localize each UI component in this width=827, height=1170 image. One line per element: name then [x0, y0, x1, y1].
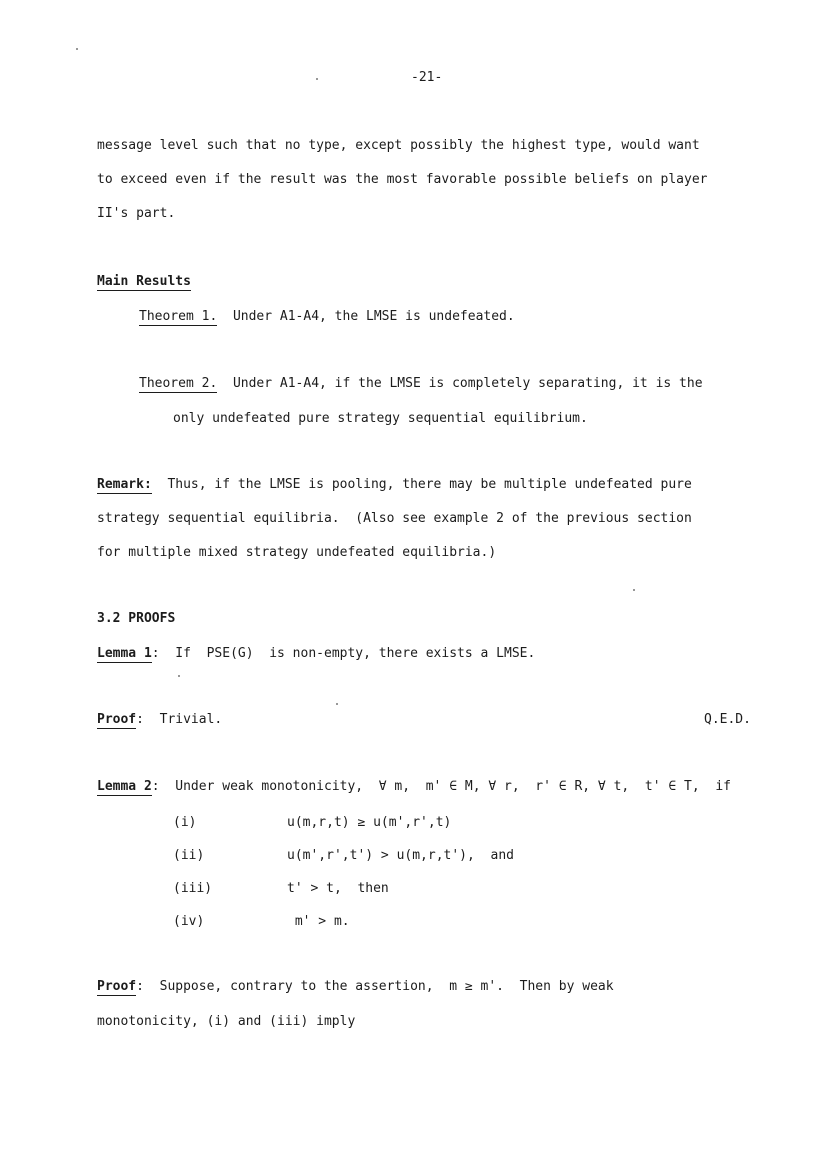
- proof-1-text: Trivial.: [159, 712, 223, 727]
- scan-speck: [178, 675, 180, 677]
- condition-ii-number: (ii): [173, 848, 205, 863]
- scan-speck: [336, 703, 338, 705]
- qed-mark: Q.E.D.: [704, 712, 751, 727]
- proof-1: [97, 712, 222, 728]
- proof-2-label: Proof: [97, 979, 137, 994]
- proof-1-label: Proof: [97, 712, 137, 727]
- proof-1-colon: :: [136, 712, 144, 727]
- theorem-2-label: Theorem 2.: [139, 376, 218, 391]
- condition-iii-expression: t' > t, then: [287, 881, 389, 896]
- intro-line-2: to exceed even if the result was the most favorable possible beliefs on player: [97, 172, 708, 187]
- lemma-2-colon: :: [151, 779, 160, 794]
- scan-speck: [316, 78, 318, 80]
- proof-2-continuation: monotonicity, (i) and (iii) imply: [97, 1014, 356, 1029]
- theorem-2-text: Under A1-A4, if the LMSE is completely separating, it is the: [232, 376, 703, 391]
- remark-line-2: strategy sequential equilibria. (Also see example 2 of the previous section: [97, 511, 692, 526]
- proof-2: [97, 979, 614, 995]
- lemma-2: [97, 779, 731, 795]
- scan-speck: [76, 48, 78, 50]
- condition-i-number: (i): [173, 815, 197, 830]
- intro-line-3: II's part.: [97, 206, 176, 221]
- page-number: -21-: [411, 70, 443, 85]
- theorem-1: [139, 309, 515, 325]
- remark-line-3: for multiple mixed strategy undefeated equilibria.): [97, 545, 497, 560]
- theorem-2: [139, 376, 703, 392]
- proof-2-colon: :: [136, 979, 144, 994]
- proof-2-text: Suppose, contrary to the assertion, m ≥ m'. Then by weak: [159, 979, 614, 994]
- section-heading-proofs: 3.2 PROOFS: [97, 611, 176, 626]
- scan-speck: [633, 589, 635, 591]
- theorem-1-text: Under A1-A4, the LMSE is undefeated.: [232, 309, 515, 324]
- lemma-2-label: Lemma 2: [97, 779, 152, 794]
- lemma-2-text: Under weak monotonicity, ∀ m, m' ∈ M, ∀ r, r' ∈ R, ∀ t, t' ∈ T, if: [175, 779, 731, 794]
- remark: [97, 477, 692, 493]
- remark-line-1: Thus, if the LMSE is pooling, there may be multiple undefeated pure: [167, 477, 692, 492]
- lemma-1-label: Lemma 1: [97, 646, 152, 661]
- lemma-1: [97, 646, 535, 662]
- intro-line-1: message level such that no type, except possibly the highest type, would want: [97, 138, 700, 153]
- theorem-1-label: Theorem 1.: [139, 309, 218, 324]
- condition-ii-expression: u(m',r',t') > u(m,r,t'), and: [287, 848, 514, 863]
- main-results-heading: Main Results: [97, 274, 191, 289]
- condition-iii-number: (iii): [173, 881, 213, 896]
- condition-i-expression: u(m,r,t) ≥ u(m',r',t): [287, 815, 452, 830]
- theorem-2-continuation: only undefeated pure strategy sequential equilibrium.: [173, 411, 588, 426]
- remark-label: Remark:: [97, 477, 152, 492]
- section-heading-main-results: [97, 274, 191, 290]
- condition-iv-number: (iv): [173, 914, 205, 929]
- condition-iv-expression: m' > m.: [287, 914, 350, 929]
- lemma-1-text: If PSE(G) is non-empty, there exists a LMSE.: [175, 646, 536, 661]
- lemma-1-colon: :: [151, 646, 160, 661]
